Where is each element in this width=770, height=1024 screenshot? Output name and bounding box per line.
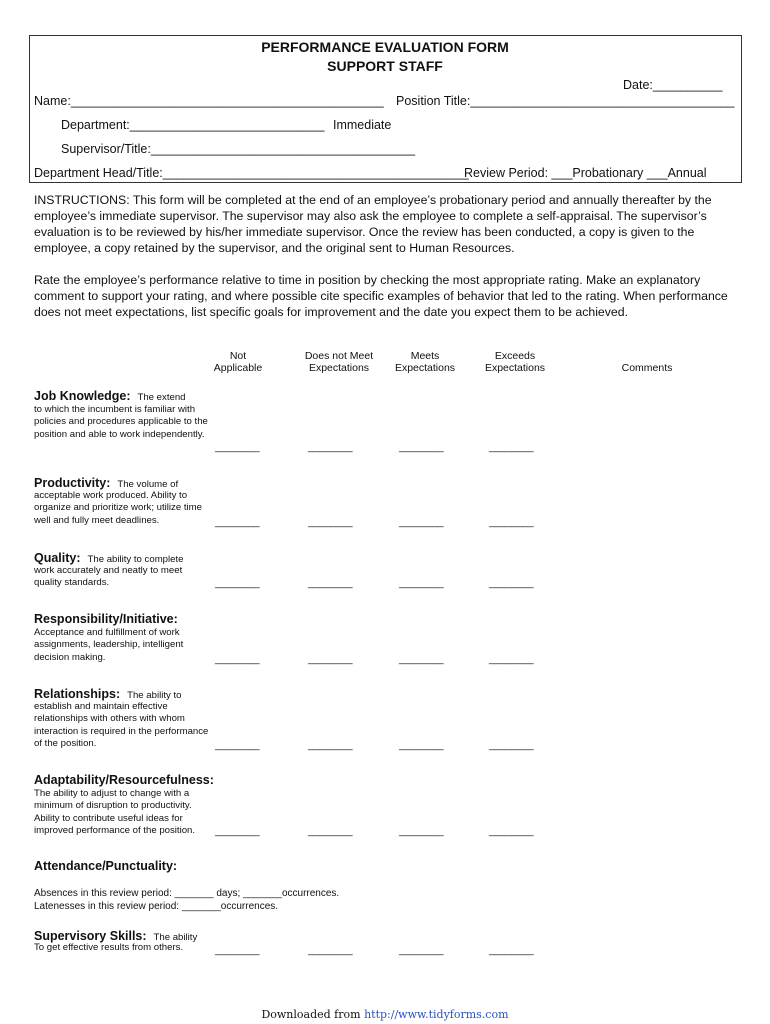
section-supervisory-desc: To get effective results from others. xyxy=(34,942,184,953)
supervisor-title-field[interactable]: Supervisor/Title:______________________________________ xyxy=(61,142,416,156)
rating-blank-meets[interactable]: ________ xyxy=(399,739,444,751)
form-subtitle: SUPPORT STAFF xyxy=(327,58,443,74)
rating-blank-meets[interactable]: ________ xyxy=(399,944,444,956)
section-job-knowledge-title: Job Knowledge: The extend xyxy=(34,389,186,403)
rating-blank-does-not-meet[interactable]: ________ xyxy=(308,441,353,453)
latenesses-field[interactable]: Latenesses in this review period: _______occurrences. xyxy=(34,901,279,912)
tidyforms-link[interactable]: http://www.tidyforms.com xyxy=(364,1008,509,1021)
rating-blank-does-not-meet[interactable]: ________ xyxy=(308,739,353,751)
section-adaptability-title: Adaptability/Resourcefulness: xyxy=(34,773,214,787)
rating-blank-exceeds[interactable]: ________ xyxy=(489,739,534,751)
absences-field[interactable]: Absences in this review period: _______ days; _______occurrences. xyxy=(34,888,340,899)
rating-blank-does-not-meet[interactable]: ________ xyxy=(308,516,353,528)
section-productivity-desc: acceptable work produced. Ability to organize and prioritize work; utilize time well and fully meet deadlines. xyxy=(34,490,202,526)
rating-blank-does-not-meet[interactable]: ________ xyxy=(308,653,353,665)
section-quality-desc: work accurately and neatly to meet quality standards. xyxy=(34,565,183,589)
rating-blank-exceeds[interactable]: ________ xyxy=(489,577,534,589)
section-attendance-title: Attendance/Punctuality: xyxy=(34,859,178,873)
column-header-does-not-meet: Does not Meet Expectations xyxy=(304,350,374,374)
rating-blank-exceeds[interactable]: ________ xyxy=(489,653,534,665)
rating-blank-not-applicable[interactable]: ________ xyxy=(215,516,260,528)
rating-blank-meets[interactable]: ________ xyxy=(399,653,444,665)
section-adaptability-desc: The ability to adjust to change with a minimum of disruption to productivity. Ability to contribute useful ideas for improved performance of the position. xyxy=(34,788,196,836)
section-quality-title: Quality: The ability to complete xyxy=(34,551,184,565)
rating-blank-not-applicable[interactable]: ________ xyxy=(215,441,260,453)
rating-blank-does-not-meet[interactable]: ________ xyxy=(308,944,353,956)
rating-blank-not-applicable[interactable]: ________ xyxy=(215,577,260,589)
department-field[interactable]: Department:____________________________ xyxy=(61,118,325,132)
section-responsibility-desc: Acceptance and fulfillment of work assignments, leadership, intelligent decision making. xyxy=(34,627,184,663)
column-header-not-applicable: Not Applicable xyxy=(213,350,263,374)
column-header-exceeds: Exceeds Expectations xyxy=(484,350,546,374)
column-header-comments: Comments xyxy=(621,362,673,374)
rating-blank-does-not-meet[interactable]: ________ xyxy=(308,825,353,837)
rating-blank-exceeds[interactable]: ________ xyxy=(489,516,534,528)
rating-blank-exceeds[interactable]: ________ xyxy=(489,944,534,956)
section-relationships-title: Relationships: The ability to xyxy=(34,687,182,701)
rating-blank-meets[interactable]: ________ xyxy=(399,577,444,589)
column-header-meets: Meets Expectations xyxy=(394,350,456,374)
rating-blank-exceeds[interactable]: ________ xyxy=(489,825,534,837)
rating-blank-not-applicable[interactable]: ________ xyxy=(215,944,260,956)
rating-blank-exceeds[interactable]: ________ xyxy=(489,441,534,453)
section-responsibility-title: Responsibility/Initiative: xyxy=(34,612,178,626)
rating-blank-not-applicable[interactable]: ________ xyxy=(215,825,260,837)
rating-blank-does-not-meet[interactable]: ________ xyxy=(308,577,353,589)
section-job-knowledge-desc: to which the incumbent is familiar with policies and procedures applicable to the position and able to work independently. xyxy=(34,404,208,440)
name-field[interactable]: Name:_____________________________________________ xyxy=(34,94,384,108)
immediate-label: Immediate xyxy=(333,118,392,132)
rating-blank-meets[interactable]: ________ xyxy=(399,516,444,528)
download-footer xyxy=(0,1008,770,1021)
form-title: PERFORMANCE EVALUATION FORM xyxy=(261,39,509,55)
rating-blank-meets[interactable]: ________ xyxy=(399,825,444,837)
instructions-text: INSTRUCTIONS: This form will be completed at the end of an employee’s probationary period and annually thereafter by the employee’s immediate supervisor. The supervisor may also ask the employee to complete a self-appraisal. The supervisor’s evaluation is to be reviewed by his/her immediate supervisor. Once the review has been conducted, a copy is given to the employee, a copy retained by the supervisor, and the original sent to Human Resources. xyxy=(34,193,712,255)
position-title-field[interactable]: Position Title:______________________________________ xyxy=(396,94,735,108)
date-field[interactable]: Date:__________ xyxy=(623,78,723,92)
rating-instructions-text: Rate the employee’s performance relative to time in position by checking the most appropriate rating. Make an explanatory comment to support your rating, and where possible cite specific examples of behavior that led to the rating. When performance does not meet expectations, list specific goals for improvement and the date you expect them to be achieved. xyxy=(34,273,728,319)
rating-blank-meets[interactable]: ________ xyxy=(399,441,444,453)
section-productivity-title: Productivity: The volume of xyxy=(34,476,179,490)
department-head-field[interactable]: Department Head/Title:____________________________________________ xyxy=(34,166,469,180)
review-period-field[interactable]: Review Period: ___Probationary ___Annual xyxy=(464,166,707,180)
footer-prefix: Downloaded from xyxy=(261,1008,365,1021)
rating-blank-not-applicable[interactable]: ________ xyxy=(215,653,260,665)
section-relationships-desc: establish and maintain effective relationships with others with whom interaction is required in the performance of the position. xyxy=(34,701,209,749)
rating-blank-not-applicable[interactable]: ________ xyxy=(215,739,260,751)
section-supervisory-title: Supervisory Skills: The ability xyxy=(34,929,198,943)
